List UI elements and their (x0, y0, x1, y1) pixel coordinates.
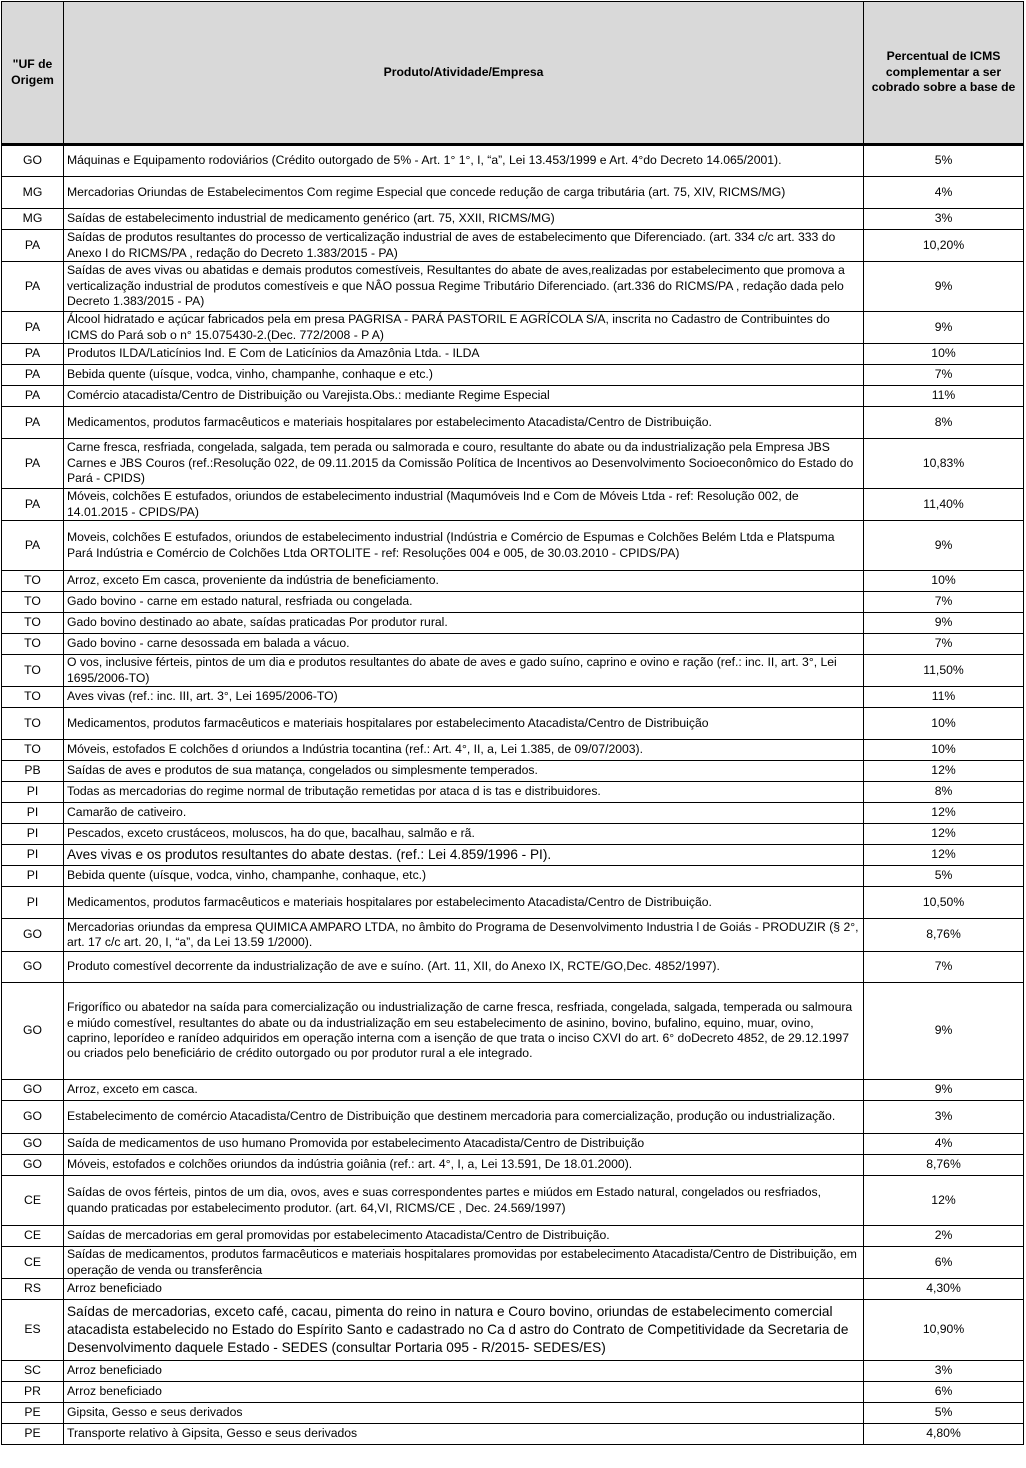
cell-uf: GO (2, 1101, 64, 1134)
cell-uf: RS (2, 1279, 64, 1300)
cell-uf: TO (2, 687, 64, 708)
cell-description: Produto comestível decorrente da industrialização de ave e suíno. (Art. 11, XII, do Anexo IX, RCTE/GO,Dec. 4852/1997). (64, 952, 864, 983)
table-row (2, 887, 1024, 919)
cell-uf: CE (2, 1226, 64, 1247)
cell-percent: 8,76% (864, 1155, 1024, 1176)
table-row (2, 1247, 1024, 1279)
cell-description: Máquinas e Equipamento rodoviários (Crédito outorgado de 5% - Art. 1° 1°, I, “a”, Lei 13.453/1999 e Art. 4°do Decreto 14.065/2001). (64, 145, 864, 177)
cell-percent: 3% (864, 209, 1024, 230)
cell-uf: PA (2, 521, 64, 571)
table-row (2, 209, 1024, 230)
table-row (2, 634, 1024, 655)
icms-table (1, 1, 1024, 1445)
cell-uf: CE (2, 1247, 64, 1279)
cell-description: Gado bovino destinado ao abate, saídas praticadas Por produtor rural. (64, 613, 864, 634)
cell-percent: 3% (864, 1361, 1024, 1382)
cell-description: O vos, inclusive férteis, pintos de um dia e produtos resultantes do abate de aves e gado suíno, caprino e ovino e ração (ref.: inc. II, art. 3°, Lei 1695/2006-TO) (64, 655, 864, 687)
cell-description: Comércio atacadista/Centro de Distribuição ou Varejista.Obs.: mediante Regime Especial (64, 386, 864, 407)
cell-description: Saídas de mercadorias em geral promovidas por estabelecimento Atacadista/Centro de Distribuição. (64, 1226, 864, 1247)
cell-uf: GO (2, 1155, 64, 1176)
cell-description: Camarão de cativeiro. (64, 803, 864, 824)
cell-description: Saídas de mercadorias, exceto café, cacau, pimenta do reino in natura e Couro bovino, oriundas de estabelecimento comercial atacadista estabelecido no Estado do Espírito Santo e cadastrado no Ca d astro do Contrato de Competitividade da Secretaria de Desenvolvimento daquele Estado - SEDES (consultar Portaria 095 - R/2015- SEDES/ES) (64, 1300, 864, 1361)
table-row (2, 365, 1024, 386)
cell-description: Saídas de medicamentos, produtos farmacêuticos e materiais hospitalares promovidas por estabelecimento Atacadista/Centro de Distribuição, em operação de venda ou transferência (64, 1247, 864, 1279)
cell-percent: 11% (864, 386, 1024, 407)
cell-percent: 8% (864, 782, 1024, 803)
table-row (2, 655, 1024, 687)
cell-description: Gado bovino - carne desossada em balada a vácuo. (64, 634, 864, 655)
cell-percent: 6% (864, 1382, 1024, 1403)
cell-uf: PR (2, 1382, 64, 1403)
cell-description: Gado bovino - carne em estado natural, resfriada ou congelada. (64, 592, 864, 613)
cell-description: Produtos ILDA/Laticínios Ind. E Com de Laticínios da Amazônia Ltda. - ILDA (64, 344, 864, 365)
table-row (2, 1403, 1024, 1424)
cell-percent: 5% (864, 145, 1024, 177)
cell-uf: TO (2, 592, 64, 613)
cell-percent: 11,50% (864, 655, 1024, 687)
table-row (2, 952, 1024, 983)
cell-percent: 7% (864, 365, 1024, 386)
table-row (2, 1300, 1024, 1361)
cell-uf: PA (2, 439, 64, 489)
cell-uf: GO (2, 952, 64, 983)
table-row (2, 230, 1024, 262)
cell-uf: TO (2, 634, 64, 655)
table-row (2, 1176, 1024, 1226)
cell-percent: 12% (864, 803, 1024, 824)
cell-description: Bebida quente (uísque, vodca, vinho, champanhe, conhaque, etc.) (64, 866, 864, 887)
cell-percent: 5% (864, 1403, 1024, 1424)
table-row (2, 489, 1024, 521)
table-row (2, 407, 1024, 439)
cell-description: Saída de medicamentos de uso humano Promovida por estabelecimento Atacadista/Centro de Distribuição (64, 1134, 864, 1155)
cell-percent: 7% (864, 634, 1024, 655)
table-row (2, 866, 1024, 887)
cell-uf: PA (2, 230, 64, 262)
cell-description: Bebida quente (uísque, vodca, vinho, champanhe, conhaque e etc.) (64, 365, 864, 386)
table-row (2, 145, 1024, 177)
cell-percent: 2% (864, 1226, 1024, 1247)
table-row (2, 177, 1024, 209)
cell-uf: PB (2, 761, 64, 782)
cell-description: Gipsita, Gesso e seus derivados (64, 1403, 864, 1424)
cell-description: Medicamentos, produtos farmacêuticos e materiais hospitalares por estabelecimento Atacadista/Centro de Distribuição (64, 708, 864, 740)
cell-uf: MG (2, 177, 64, 209)
cell-uf: PI (2, 866, 64, 887)
table-row (2, 1101, 1024, 1134)
cell-uf: PA (2, 407, 64, 439)
cell-percent: 3% (864, 1101, 1024, 1134)
cell-description: Arroz, exceto em casca. (64, 1080, 864, 1101)
cell-percent: 9% (864, 613, 1024, 634)
cell-description: Mercadorias Oriundas de Estabelecimentos Com regime Especial que concede redução de carga tributária (art. 75, XIV, RICMS/MG) (64, 177, 864, 209)
cell-percent: 9% (864, 262, 1024, 312)
cell-description: Móveis, estofados e colchões oriundos da indústria goiânia (ref.: art. 4°, I, a, Lei 13.591, De 18.01.2000). (64, 1155, 864, 1176)
cell-description: Arroz, exceto Em casca, proveniente da indústria de beneficiamento. (64, 571, 864, 592)
cell-uf: TO (2, 571, 64, 592)
cell-percent: 12% (864, 761, 1024, 782)
table-row (2, 312, 1024, 344)
cell-percent: 10% (864, 740, 1024, 761)
cell-uf: PI (2, 845, 64, 866)
table-row (2, 845, 1024, 866)
cell-description: Álcool hidratado e açúcar fabricados pela em presa PAGRISA - PARÁ PASTORIL E AGRÍCOLA S/A, inscrita no Cadastro de Contribuintes do ICMS do Pará sob o n° 15.075430-2.(Dec. 772/2008 - P A) (64, 312, 864, 344)
cell-percent: 5% (864, 866, 1024, 887)
cell-uf: TO (2, 740, 64, 761)
cell-percent: 9% (864, 312, 1024, 344)
cell-description: Arroz beneficiado (64, 1279, 864, 1300)
cell-percent: 10,83% (864, 439, 1024, 489)
cell-description: Frigorífico ou abatedor na saída para comercialização ou industrialização de carne fresca, resfriada, congelada, salgada, temperada ou salmoura e miúdo comestível, resultantes do abate ou da industrialização em seu estabelecimento de asinino, bovino, bufalino, equino, muar, ovino, caprino, leporídeo e ranídeo adquiridos em operação interna com a isenção de que trata o inciso CXVI do art. 6° doDecreto 4852, de 29.12.1997 ou criados pelo beneficiário de crédito outorgado ou por produtor rural a ele integrado. (64, 983, 864, 1080)
cell-description: Saídas de estabelecimento industrial de medicamento genérico (art. 75, XXII, RICMS/MG) (64, 209, 864, 230)
cell-uf: TO (2, 708, 64, 740)
cell-percent: 7% (864, 592, 1024, 613)
table-row (2, 983, 1024, 1080)
table-row (2, 1424, 1024, 1445)
cell-percent: 12% (864, 824, 1024, 845)
cell-uf: PA (2, 344, 64, 365)
cell-description: Transporte relativo à Gipsita, Gesso e seus derivados (64, 1424, 864, 1445)
cell-percent: 12% (864, 1176, 1024, 1226)
cell-percent: 10% (864, 344, 1024, 365)
cell-uf: PE (2, 1403, 64, 1424)
cell-percent: 8% (864, 407, 1024, 439)
cell-percent: 7% (864, 952, 1024, 983)
table-row (2, 1382, 1024, 1403)
cell-uf: GO (2, 919, 64, 952)
cell-percent: 10% (864, 708, 1024, 740)
cell-uf: PA (2, 312, 64, 344)
cell-percent: 8,76% (864, 919, 1024, 952)
table-row (2, 740, 1024, 761)
cell-description: Saídas de aves e produtos de sua matança, congelados ou simplesmente temperados. (64, 761, 864, 782)
table-row (2, 1155, 1024, 1176)
table-row (2, 386, 1024, 407)
cell-description: Medicamentos, produtos farmacêuticos e materiais hospitalares por estabelecimento Atacadista/Centro de Distribuição. (64, 887, 864, 919)
table-row (2, 1226, 1024, 1247)
cell-description: Mercadorias oriundas da empresa QUIMICA AMPARO LTDA, no âmbito do Programa de Desenvolvimento Industria l de Goiás - PRODUZIR (§ 2°, art. 17 c/c art. 20, I, “a”, da Lei 13.59 1/2000). (64, 919, 864, 952)
cell-percent: 12% (864, 845, 1024, 866)
cell-description: Saídas de aves vivas ou abatidas e demais produtos comestíveis, Resultantes do abate de aves,realizadas por estabelecimento que promova a verticalização industrial de produtos comestíveis e que NÂO possua Regime Tributário Diferenciado. (art.336 do RICMS/PA , redação dada pelo Decreto 1.383/2015 - PA) (64, 262, 864, 312)
cell-description: Móveis, estofados E colchões d oriundos a Indústria tocantina (ref.: Art. 4°, II, a, Lei 1.385, de 09/07/2003). (64, 740, 864, 761)
table-row (2, 824, 1024, 845)
cell-description: Arroz beneficiado (64, 1361, 864, 1382)
cell-percent: 10,20% (864, 230, 1024, 262)
table-row (2, 613, 1024, 634)
table-row (2, 521, 1024, 571)
cell-uf: PA (2, 262, 64, 312)
table-row (2, 344, 1024, 365)
cell-percent: 4% (864, 177, 1024, 209)
cell-description: Aves vivas (ref.: inc. III, art. 3°, Lei 1695/2006-TO) (64, 687, 864, 708)
cell-description: Todas as mercadorias do regime normal de tributação remetidas por ataca d is tas e distribuidores. (64, 782, 864, 803)
cell-percent: 11% (864, 687, 1024, 708)
cell-percent: 10,90% (864, 1300, 1024, 1361)
cell-uf: TO (2, 655, 64, 687)
table-row (2, 439, 1024, 489)
cell-uf: PA (2, 386, 64, 407)
header-percent: Percentual de ICMS complementar a ser cobrado sobre a base de (864, 2, 1024, 145)
table-row (2, 708, 1024, 740)
cell-description: Arroz beneficiado (64, 1382, 864, 1403)
cell-uf: GO (2, 145, 64, 177)
cell-uf: GO (2, 983, 64, 1080)
cell-description: Estabelecimento de comércio Atacadista/Centro de Distribuição que destinem mercadoria para comercialização, produção ou industrialização. (64, 1101, 864, 1134)
table-row (2, 803, 1024, 824)
cell-percent: 11,40% (864, 489, 1024, 521)
cell-description: Saídas de produtos resultantes do processo de verticalização industrial de aves de estabelecimento que Diferenciado. (art. 334 c/c art. 333 do Anexo I do RICMS/PA , redação do Decreto 1.383/2015 - PA) (64, 230, 864, 262)
table-row (2, 761, 1024, 782)
cell-percent: 9% (864, 1080, 1024, 1101)
cell-description: Aves vivas e os produtos resultantes do abate destas. (ref.: Lei 4.859/1996 - PI). (64, 845, 864, 866)
cell-uf: PI (2, 782, 64, 803)
cell-percent: 10,50% (864, 887, 1024, 919)
cell-percent: 4,80% (864, 1424, 1024, 1445)
cell-uf: CE (2, 1176, 64, 1226)
table-row (2, 262, 1024, 312)
header-row (2, 2, 1024, 145)
table-row (2, 592, 1024, 613)
cell-percent: 6% (864, 1247, 1024, 1279)
cell-uf: PI (2, 803, 64, 824)
cell-uf: PA (2, 365, 64, 386)
cell-description: Carne fresca, resfriada, congelada, salgada, tem perada ou salmorada e couro, resultante do abate ou da industrialização pela Empresa JBS Carnes e JBS Couros (ref.:Resolução 022, de 09.11.2015 da Comissão Política de Incentivos ao Desenvolvimento Socioeconômico do Estado do Pará - CPIDS) (64, 439, 864, 489)
cell-uf: SC (2, 1361, 64, 1382)
table-row (2, 1279, 1024, 1300)
cell-description: Móveis, colchões E estufados, oriundos de estabelecimento industrial (Maqumóveis Ind e Com de Móveis Ltda - ref: Resolução 002, de 14.01.2015 - CPIDS/PA) (64, 489, 864, 521)
cell-uf: TO (2, 613, 64, 634)
table-row (2, 571, 1024, 592)
cell-uf: PI (2, 824, 64, 845)
table-row (2, 1361, 1024, 1382)
cell-percent: 10% (864, 571, 1024, 592)
cell-uf: PE (2, 1424, 64, 1445)
cell-percent: 4,30% (864, 1279, 1024, 1300)
cell-uf: PI (2, 887, 64, 919)
cell-description: Pescados, exceto crustáceos, moluscos, ha do que, bacalhau, salmão e rã. (64, 824, 864, 845)
header-uf: "UF de Origem (2, 2, 64, 145)
cell-uf: PA (2, 489, 64, 521)
cell-uf: GO (2, 1134, 64, 1155)
cell-uf: MG (2, 209, 64, 230)
header-product: Produto/Atividade/Empresa (64, 2, 864, 145)
table-row (2, 687, 1024, 708)
table-row (2, 919, 1024, 952)
table-row (2, 782, 1024, 803)
table-row (2, 1080, 1024, 1101)
cell-uf: ES (2, 1300, 64, 1361)
cell-description: Medicamentos, produtos farmacêuticos e materiais hospitalares por estabelecimento Atacadista/Centro de Distribuição. (64, 407, 864, 439)
cell-description: Moveis, colchões E estufados, oriundos de estabelecimento industrial (Indústria e Comércio de Espumas e Colchões Belém Ltda e Platspuma Pará Indústria e Comércio de Colchões Ltda ORTOLITE - ref: Resoluções 004 e 005, de 30.03.2010 - CPIDS/PA) (64, 521, 864, 571)
cell-percent: 4% (864, 1134, 1024, 1155)
cell-uf: GO (2, 1080, 64, 1101)
cell-percent: 9% (864, 983, 1024, 1080)
table-row (2, 1134, 1024, 1155)
cell-percent: 9% (864, 521, 1024, 571)
cell-description: Saídas de ovos férteis, pintos de um dia, ovos, aves e suas correspondentes partes e miúdos em Estado natural, congelados ou resfriados, quando praticadas por estabelecimento produtor. (art. 64,VI, RICMS/CE , Dec. 24.569/1997) (64, 1176, 864, 1226)
